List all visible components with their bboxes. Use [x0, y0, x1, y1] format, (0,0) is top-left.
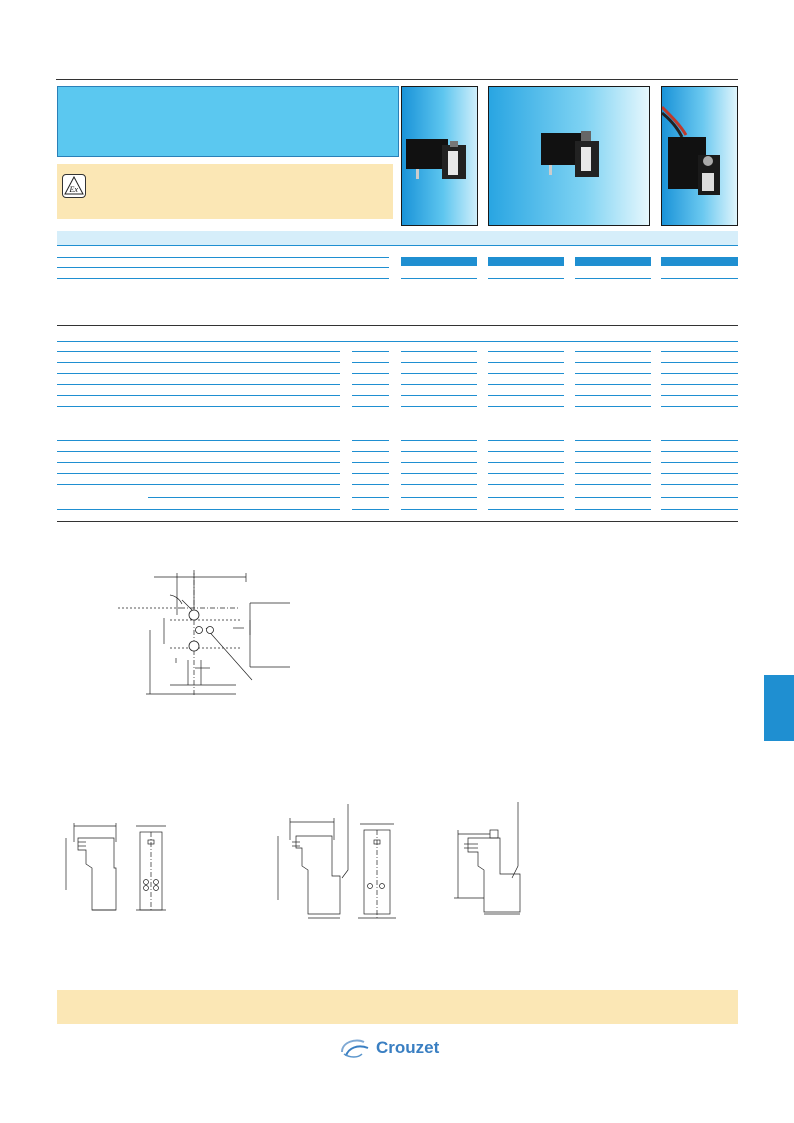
title-box [57, 86, 399, 157]
footer-band [57, 990, 738, 1024]
table-row-rule [148, 497, 340, 498]
table-row-rule [488, 373, 564, 374]
table-row-rule [575, 395, 651, 396]
table-row-rule [352, 351, 389, 352]
table-row-rule [57, 440, 340, 441]
section-band [57, 231, 738, 246]
col-rule-4 [661, 278, 738, 279]
table-row-rule [488, 473, 564, 474]
table-row-rule [57, 395, 340, 396]
product-photo-3 [661, 86, 738, 226]
table-row-rule [488, 384, 564, 385]
table-row-rule [575, 484, 651, 485]
brand-name: Crouzet [376, 1038, 440, 1057]
table-row-rule [352, 473, 389, 474]
table-row-rule [488, 351, 564, 352]
table-row-rule [401, 451, 477, 452]
table-row-rule [401, 440, 477, 441]
dimension-drawing-2 [270, 800, 410, 925]
table-row-rule [488, 497, 564, 498]
table-row-rule [661, 451, 738, 452]
table-row-rule [401, 497, 477, 498]
table-row-rule [57, 406, 340, 407]
table-row-rule [661, 395, 738, 396]
table-row-rule [661, 440, 738, 441]
table-row-rule [57, 509, 340, 510]
table-row-rule [661, 484, 738, 485]
table-row-rule [661, 362, 738, 363]
table-row-rule [575, 373, 651, 374]
table-row-rule [488, 451, 564, 452]
table-row-rule [57, 473, 340, 474]
table-row-rule [57, 362, 340, 363]
table-row-rule [57, 351, 340, 352]
table-row-rule [352, 462, 389, 463]
table-row-rule [352, 373, 389, 374]
col-rule-1 [401, 278, 477, 279]
table-row-rule [575, 451, 651, 452]
table-row-rule [575, 406, 651, 407]
column-head-4 [661, 257, 738, 266]
mounting-drawing [110, 570, 310, 705]
product-photo-2 [488, 86, 650, 226]
table-row-rule [401, 351, 477, 352]
table-row-rule [661, 351, 738, 352]
table-row-rule [401, 462, 477, 463]
dimension-drawing-3 [450, 798, 540, 920]
table-row-rule [488, 395, 564, 396]
table-row-rule [401, 362, 477, 363]
table-row-rule [575, 462, 651, 463]
table-row-rule [575, 497, 651, 498]
table-row-rule [57, 484, 340, 485]
table-row-rule [352, 440, 389, 441]
table-row-rule [575, 384, 651, 385]
table-row-rule [575, 473, 651, 474]
table-row-rule [401, 395, 477, 396]
table-row-rule [488, 484, 564, 485]
ex-icon [62, 174, 86, 198]
table-row-rule [57, 373, 340, 374]
table-row-rule [661, 373, 738, 374]
column-head-1 [401, 257, 477, 266]
spec-header-line-3 [57, 278, 389, 279]
table-row-rule [488, 406, 564, 407]
table-row-rule [401, 384, 477, 385]
table-row-rule [352, 395, 389, 396]
table-row-rule [488, 440, 564, 441]
side-tab [764, 675, 794, 741]
table-row-rule [575, 440, 651, 441]
col-rule-2 [488, 278, 564, 279]
col-rule-3 [575, 278, 651, 279]
table-row-rule [352, 406, 389, 407]
column-head-2 [488, 257, 564, 266]
table-row-rule [352, 451, 389, 452]
table-row-rule [352, 362, 389, 363]
brand-logo [338, 1034, 458, 1062]
table-row-rule [401, 406, 477, 407]
table-row-rule [352, 497, 389, 498]
table-row-rule [661, 509, 738, 510]
table-row-rule [401, 473, 477, 474]
spec-header-line [57, 257, 389, 258]
top-rule [56, 79, 738, 80]
table-row-rule [352, 509, 389, 510]
table-row-rule [661, 406, 738, 407]
crouzet-swirl-icon [338, 1036, 372, 1060]
svg-text:Ex: Ex [69, 185, 78, 194]
table-row-rule [352, 384, 389, 385]
table-row-rule [57, 384, 340, 385]
table-bottom-rule [57, 521, 738, 522]
table-row-rule [488, 462, 564, 463]
table-row-rule [352, 484, 389, 485]
product-photo-1 [401, 86, 478, 226]
table-row-rule [401, 509, 477, 510]
table-row-rule [661, 473, 738, 474]
table-row-rule [401, 373, 477, 374]
table-row-rule [575, 509, 651, 510]
table-row-rule [661, 497, 738, 498]
table-row-rule [57, 451, 340, 452]
table-row-rule [57, 462, 340, 463]
table-row-rule [488, 509, 564, 510]
table-row-rule [575, 351, 651, 352]
table-row-rule [575, 362, 651, 363]
column-head-3 [575, 257, 651, 266]
table-row-rule [661, 462, 738, 463]
dimension-drawing-1 [60, 820, 190, 920]
table-head-rule [57, 341, 738, 342]
table-top-rule [57, 325, 738, 326]
atex-box [57, 164, 393, 219]
spec-header-line-2 [57, 267, 389, 268]
table-row-rule [488, 362, 564, 363]
table-row-rule [661, 384, 738, 385]
table-row-rule [401, 484, 477, 485]
